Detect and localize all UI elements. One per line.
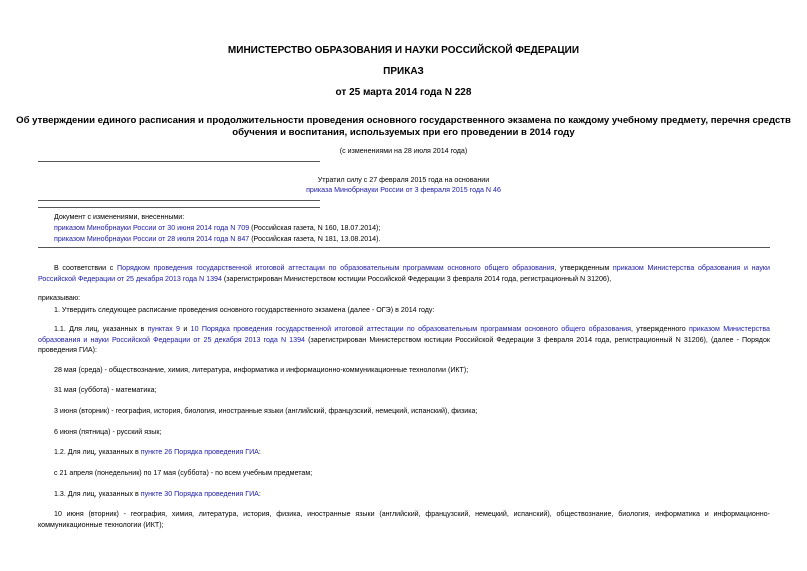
title-line-2: обучения и воспитания, используемых при его проведении в 2014 году — [232, 127, 575, 138]
amendment-source: (Российская газета, N 181, 13.08.2014). — [249, 235, 381, 243]
ministry-order-link[interactable]: приказом Министерства образования и науки Российской Федерации от 25 декабря 2013 года N 1394 — [38, 264, 770, 283]
schedule-line: 6 июня (пятница) - русский язык; — [54, 428, 162, 436]
amendment-source: (Российская газета, N 160, 18.07.2014); — [249, 224, 381, 232]
text-run: , утвержденного — [630, 325, 689, 333]
ministry-order-link[interactable]: приказом Министерства образования и науки Российской Федерации от 25 декабря 2013 года N 1394 — [38, 325, 770, 344]
para-30-link[interactable]: пункте 30 Порядка проведения ГИА — [140, 490, 259, 498]
divider — [38, 200, 320, 201]
item-1-2 — [54, 447, 261, 457]
amendment-item — [54, 223, 380, 233]
item-1-1-paragraph — [38, 324, 770, 356]
amendment-link[interactable]: приказом Минобрнауки России от 30 июня 2014 года N 709 — [54, 224, 250, 232]
text-run: 1.1. Для лиц, указанных в — [54, 325, 148, 333]
amendments-intro: Документ с изменениями, внесенными: — [54, 213, 185, 221]
schedule-line: 31 мая (суббота) - математика; — [54, 386, 157, 394]
amendment-item — [54, 234, 380, 244]
text-run: и — [180, 325, 191, 333]
preamble-paragraph — [38, 263, 770, 284]
para-26-link[interactable]: пункте 26 Порядка проведения ГИА — [140, 448, 259, 456]
text-run: : — [258, 448, 261, 456]
text-run: В соответствии с — [54, 264, 118, 272]
amendment-link[interactable]: приказом Минобрнауки России от 28 июля 2014 года N 847 — [54, 235, 250, 243]
amended-note: (с изменениями на 28 июля 2014 года) — [339, 147, 468, 155]
item-1: 1. Утвердить следующее расписание проведения основного государственного экзамена (далее - ОГЭ) в 2014 году: — [54, 306, 435, 314]
text-run: 1.2. Для лиц, указанных в — [54, 448, 141, 456]
doc-type-heading: ПРИКАЗ — [383, 66, 424, 77]
expired-link-line — [0, 185, 807, 195]
schedule-line: 3 июня (вторник) - география, история, биология, иностранные языки (английский, французский, немецкий, испанский), физика; — [54, 407, 478, 415]
schedule-line: с 21 апреля (понедельник) по 17 мая (суббота) - по всем учебным предметам; — [54, 469, 313, 477]
divider — [38, 161, 320, 162]
ministry-heading: МИНИСТЕРСТВО ОБРАЗОВАНИЯ И НАУКИ РОССИЙСКОЙ ФЕДЕРАЦИИ — [227, 45, 580, 56]
divider — [38, 207, 320, 208]
text-run: (зарегистрирован Министерством юстиции Российской Федерации 3 февраля 2014 года, регистрационный N 31206), — [221, 274, 612, 283]
expired-note: Утратил силу с 27 февраля 2015 года на основании — [317, 176, 490, 184]
para-10-link[interactable]: 10 Порядка проведения государственной итоговой аттестации по образовательным программам основного общего образования — [190, 325, 631, 333]
item-1-3 — [54, 489, 261, 499]
schedule-line: 28 мая (среда) - обществознание, химия, литература, информатика и информационно-коммуникационные технологии (ИКТ); — [54, 366, 469, 374]
expired-basis-link[interactable]: приказа Минобрнауки России от 3 февраля 2015 года N 46 — [306, 186, 501, 194]
text-run: (зарегистрирован Министерством юстиции Российской Федерации 3 февраля 2014 года, регистрационный N 31206), (далее - Порядок проведения ГИА): — [38, 335, 770, 354]
text-run: : — [258, 490, 261, 498]
gia-procedure-link[interactable]: Порядком проведения государственной итоговой аттестации по образовательным программам основного общего образования — [117, 264, 555, 272]
para-9-link[interactable]: пунктах 9 — [147, 325, 180, 333]
schedule-paragraph: 10 июня (вторник) - география, химия, литература, история, физика, иностранные языки (английский, французский, немецкий, испанский), обществознание, биология, информатика и информационно-коммуникационные технологии (ИКТ); — [38, 510, 770, 529]
date-number-heading: от 25 марта 2014 года N 228 — [335, 87, 472, 98]
text-run: 1.3. Для лиц, указанных в — [54, 490, 141, 498]
order-word: приказываю: — [38, 294, 81, 302]
title-line-1: Об утверждении единого расписания и продолжительности проведения основного государственного экзамена по каждому учебному предмету, перечня средств — [16, 115, 791, 126]
divider — [38, 247, 770, 248]
text-run: , утвержденным — [554, 264, 613, 272]
